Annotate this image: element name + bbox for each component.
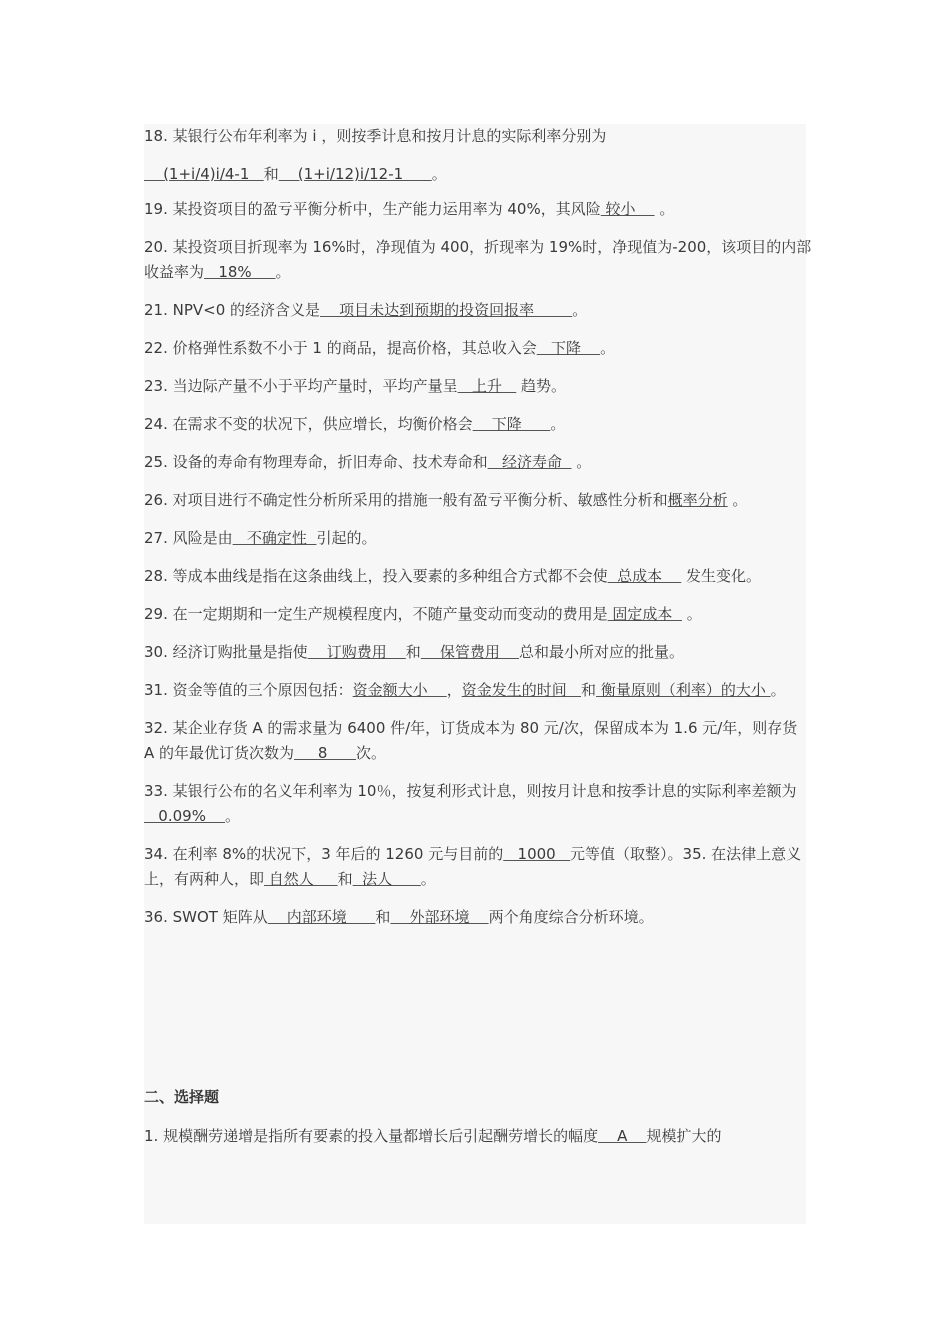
question-19: 19. 某投资项目的盈亏平衡分析中，生产能力运用率为 40%，其风险 较小 。 xyxy=(144,200,675,218)
question-23: 23. 当边际产量不小于平均产量时，平均产量呈 上升 趋势。 xyxy=(144,377,567,395)
answer-35-2: 法人 xyxy=(352,870,421,888)
question-29: 29. 在一定期期和一定生产规模程度内，不随产量变动而变动的费用是 固定成本 。 xyxy=(144,605,702,623)
question-25: 25. 设备的寿命有物理寿命，折旧寿命、技术寿命和 经济寿命 。 xyxy=(144,453,592,471)
answer-30-1: 订购费用 xyxy=(307,643,406,661)
answer-34: 1000 xyxy=(503,845,571,863)
question-28: 28. 等成本曲线是指在这条曲线上，投入要素的多种组合方式都不会使 总成本 发生变化。 xyxy=(144,567,762,585)
answer-23: 上升 xyxy=(457,377,517,395)
blank-space xyxy=(144,943,812,1085)
answer-35-1: 自然人 xyxy=(264,870,338,888)
question-20: 20. 某投资项目折现率为 16%时，净现值为 400，折现率为 19%时，净现值为-200，该项目的内部收益率为 18% 。 xyxy=(144,238,812,281)
answer-31-1: 资金额大小 xyxy=(352,681,447,699)
answer-31-2: 资金发生的时间 xyxy=(461,681,582,699)
question-34-35: 34. 在利率 8%的状况下，3 年后的 1260 元与目前的 1000 元等值（取整）。35. 在法律上意义上，有两种人，即 自然人 和 法人 。 xyxy=(144,845,802,888)
choice-question-1: 1. 规模酬劳递增是指所有要素的投入量都增长后引起酬劳增长的幅度 A 规模扩大的 xyxy=(144,1127,722,1145)
answer-18-2: (1+i/12)i/12-1 xyxy=(278,165,432,183)
question-27: 27. 风险是由 不确定性 引起的。 xyxy=(144,529,377,547)
answer-27: 不确定性 xyxy=(232,529,317,547)
answer-31-3: 衡量原则（利率）的大小 xyxy=(596,681,771,699)
question-21: 21. NPV<0 的经济含义是 项目未达到预期的投资回报率 。 xyxy=(144,301,588,319)
answer-24: 下降 xyxy=(472,415,551,433)
answer-30-2: 保管费用 xyxy=(420,643,519,661)
question-32: 32. 某企业存货 A 的需求量为 6400 件/年，订货成本为 80 元/次，保留成本为 1.6 元/年，则存货 A 的年最优订货次数为 8 次。 xyxy=(144,719,798,762)
question-22: 22. 价格弹性系数不小于 1 的商品，提高价格，其总收入会 下降 。 xyxy=(144,339,616,357)
question-30: 30. 经济订购批量是指使 订购费用 和 保管费用 总和最小所对应的批量。 xyxy=(144,643,684,661)
answer-choice-1: A xyxy=(598,1127,647,1145)
answer-28: 总成本 xyxy=(607,567,682,585)
answer-29: 固定成本 xyxy=(607,605,682,623)
answer-21: 项目未达到预期的投资回报率 xyxy=(320,301,573,319)
question-31: 31. 资金等值的三个原因包括：资金额大小 ，资金发生的时间 和 衡量原则（利率）的大小 。 xyxy=(144,681,786,699)
answer-32: 8 xyxy=(294,744,357,762)
question-26: 26. 对项目进行不确定性分析所采用的措施一般有盈亏平衡分析、敏感性分析和概率分析 。 xyxy=(144,491,748,509)
answer-36-2: 外部环境 xyxy=(390,908,489,926)
answer-20: 18% xyxy=(204,263,276,281)
question-33: 33. 某银行公布的名义年利率为 10％，按复利形式计息，则按月计息和按季计息的实际利率差额为 0.09% 。 xyxy=(144,782,797,825)
answer-33: 0.09% xyxy=(144,807,226,825)
question-36: 36. SWOT 矩阵从 内部环境 和 外部环境 两个角度综合分析环境。 xyxy=(144,908,654,926)
answer-36-1: 内部环境 xyxy=(267,908,376,926)
answer-25: 经济寿命 xyxy=(487,453,572,471)
answer-19: 较小 xyxy=(600,200,655,218)
section-heading: 二、选择题 xyxy=(144,1088,220,1106)
document-body xyxy=(144,124,812,1162)
answer-26: 概率分析 xyxy=(667,491,728,509)
answer-18-1: (1+i/4)i/4-1 xyxy=(144,165,264,183)
question-18: 18. 某银行公布年利率为 i ，则按季计息和按月计息的实际利率分别为 (1+i/4)i/4-1 和 (1+i/12)i/12-1 。 xyxy=(144,127,607,183)
answer-22: 下降 xyxy=(536,339,601,357)
question-24: 24. 在需求不变的状况下，供应增长，均衡价格会 下降 。 xyxy=(144,415,566,433)
